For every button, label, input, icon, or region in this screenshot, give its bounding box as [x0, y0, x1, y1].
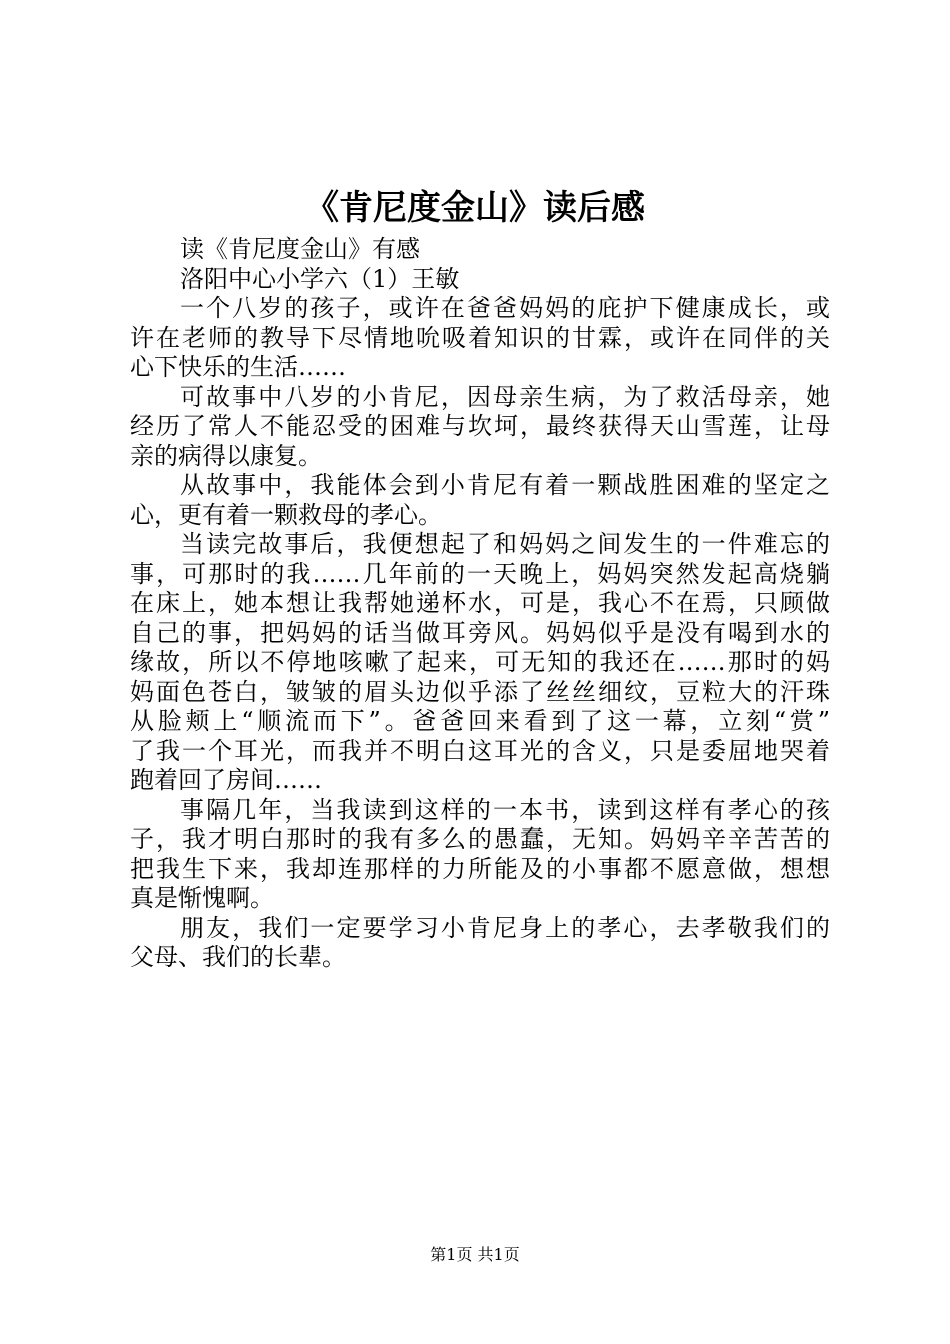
page-footer: 第1页 共1页 — [430, 1245, 520, 1264]
paragraph-line: 跑着回了房间…… — [130, 766, 322, 794]
paragraph — [130, 383, 830, 472]
paragraph-line: 可故事中八岁的小肯尼，因母亲生病，为了救活母亲，她 — [180, 382, 830, 411]
paragraph-line: 一个八岁的孩子，或许在爸爸妈妈的庇护下健康成长，或 — [180, 294, 830, 322]
paragraph-line: 把我生下来，我却连那样的力所能及的小事都不愿意做，想想 — [130, 854, 830, 883]
paragraph-line: 在床上，她本想让我帮她递杯水，可是，我心不在焉，只顾做 — [130, 589, 830, 617]
paragraph-line: 当读完故事后，我便想起了和妈妈之间发生的一件难忘的 — [180, 530, 830, 558]
document-title: 《肯尼度金山》读后感 — [305, 188, 645, 228]
paragraph-line: 从故事中，我能体会到小肯尼有着一颗战胜困难的坚定之 — [180, 471, 830, 499]
paragraph-line: 许在老师的教导下尽情地吮吸着知识的甘霖，或许在同伴的关 — [130, 323, 830, 352]
paragraph-line: 洛阳中心小学六（1）王敏 — [180, 264, 460, 293]
paragraph-line: 父母、我们的长辈。 — [130, 943, 346, 971]
paragraph-line: 事隔几年，当我读到这样的一本书，读到这样有孝心的孩 — [180, 795, 830, 824]
paragraph-line: 心下快乐的生活…… — [130, 353, 346, 381]
paragraph — [130, 265, 830, 295]
paragraph-line: 了我一个耳光，而我并不明白这耳光的含义，只是委屈地哭着 — [130, 736, 830, 765]
paragraph-line: 妈面色苍白，皱皱的眉头边似乎添了丝丝细纹，豆粒大的汗珠 — [130, 677, 830, 706]
paragraph — [130, 914, 830, 973]
paragraph — [130, 294, 830, 383]
paragraph-line: 子，我才明白那时的我有多么的愚蠢，无知。妈妈辛辛苦苦的 — [130, 825, 830, 853]
paragraph-line: 心，更有着一颗救母的孝心。 — [130, 500, 442, 529]
document-body — [130, 235, 830, 973]
paragraph-line: 自己的事，把妈妈的话当做耳旁风。妈妈似乎是没有喝到水的 — [130, 618, 830, 647]
paragraph — [130, 530, 830, 796]
paragraph-line: 缘故，所以不停地咳嗽了起来，可无知的我还在……那时的妈 — [130, 648, 830, 676]
paragraph-line: 亲的病得以康复。 — [130, 441, 322, 470]
paragraph-line: 读《肯尼度金山》有感 — [180, 235, 420, 263]
paragraph-line: 经历了常人不能忍受的困难与坎坷，最终获得天山雪莲，让母 — [130, 412, 830, 440]
paragraph — [130, 235, 830, 265]
paragraph-line: 从脸颊上“顺流而下”。爸爸回来看到了这一幕，立刻“赏” — [130, 707, 830, 735]
paragraph — [130, 471, 830, 530]
paragraph-line: 朋友，我们一定要学习小肯尼身上的孝心，去孝敬我们的 — [180, 913, 830, 942]
paragraph-line: 事，可那时的我……几年前的一天晚上，妈妈突然发起高烧躺 — [130, 559, 830, 588]
paragraph — [130, 796, 830, 914]
paragraph-line: 真是惭愧啊。 — [130, 884, 274, 912]
